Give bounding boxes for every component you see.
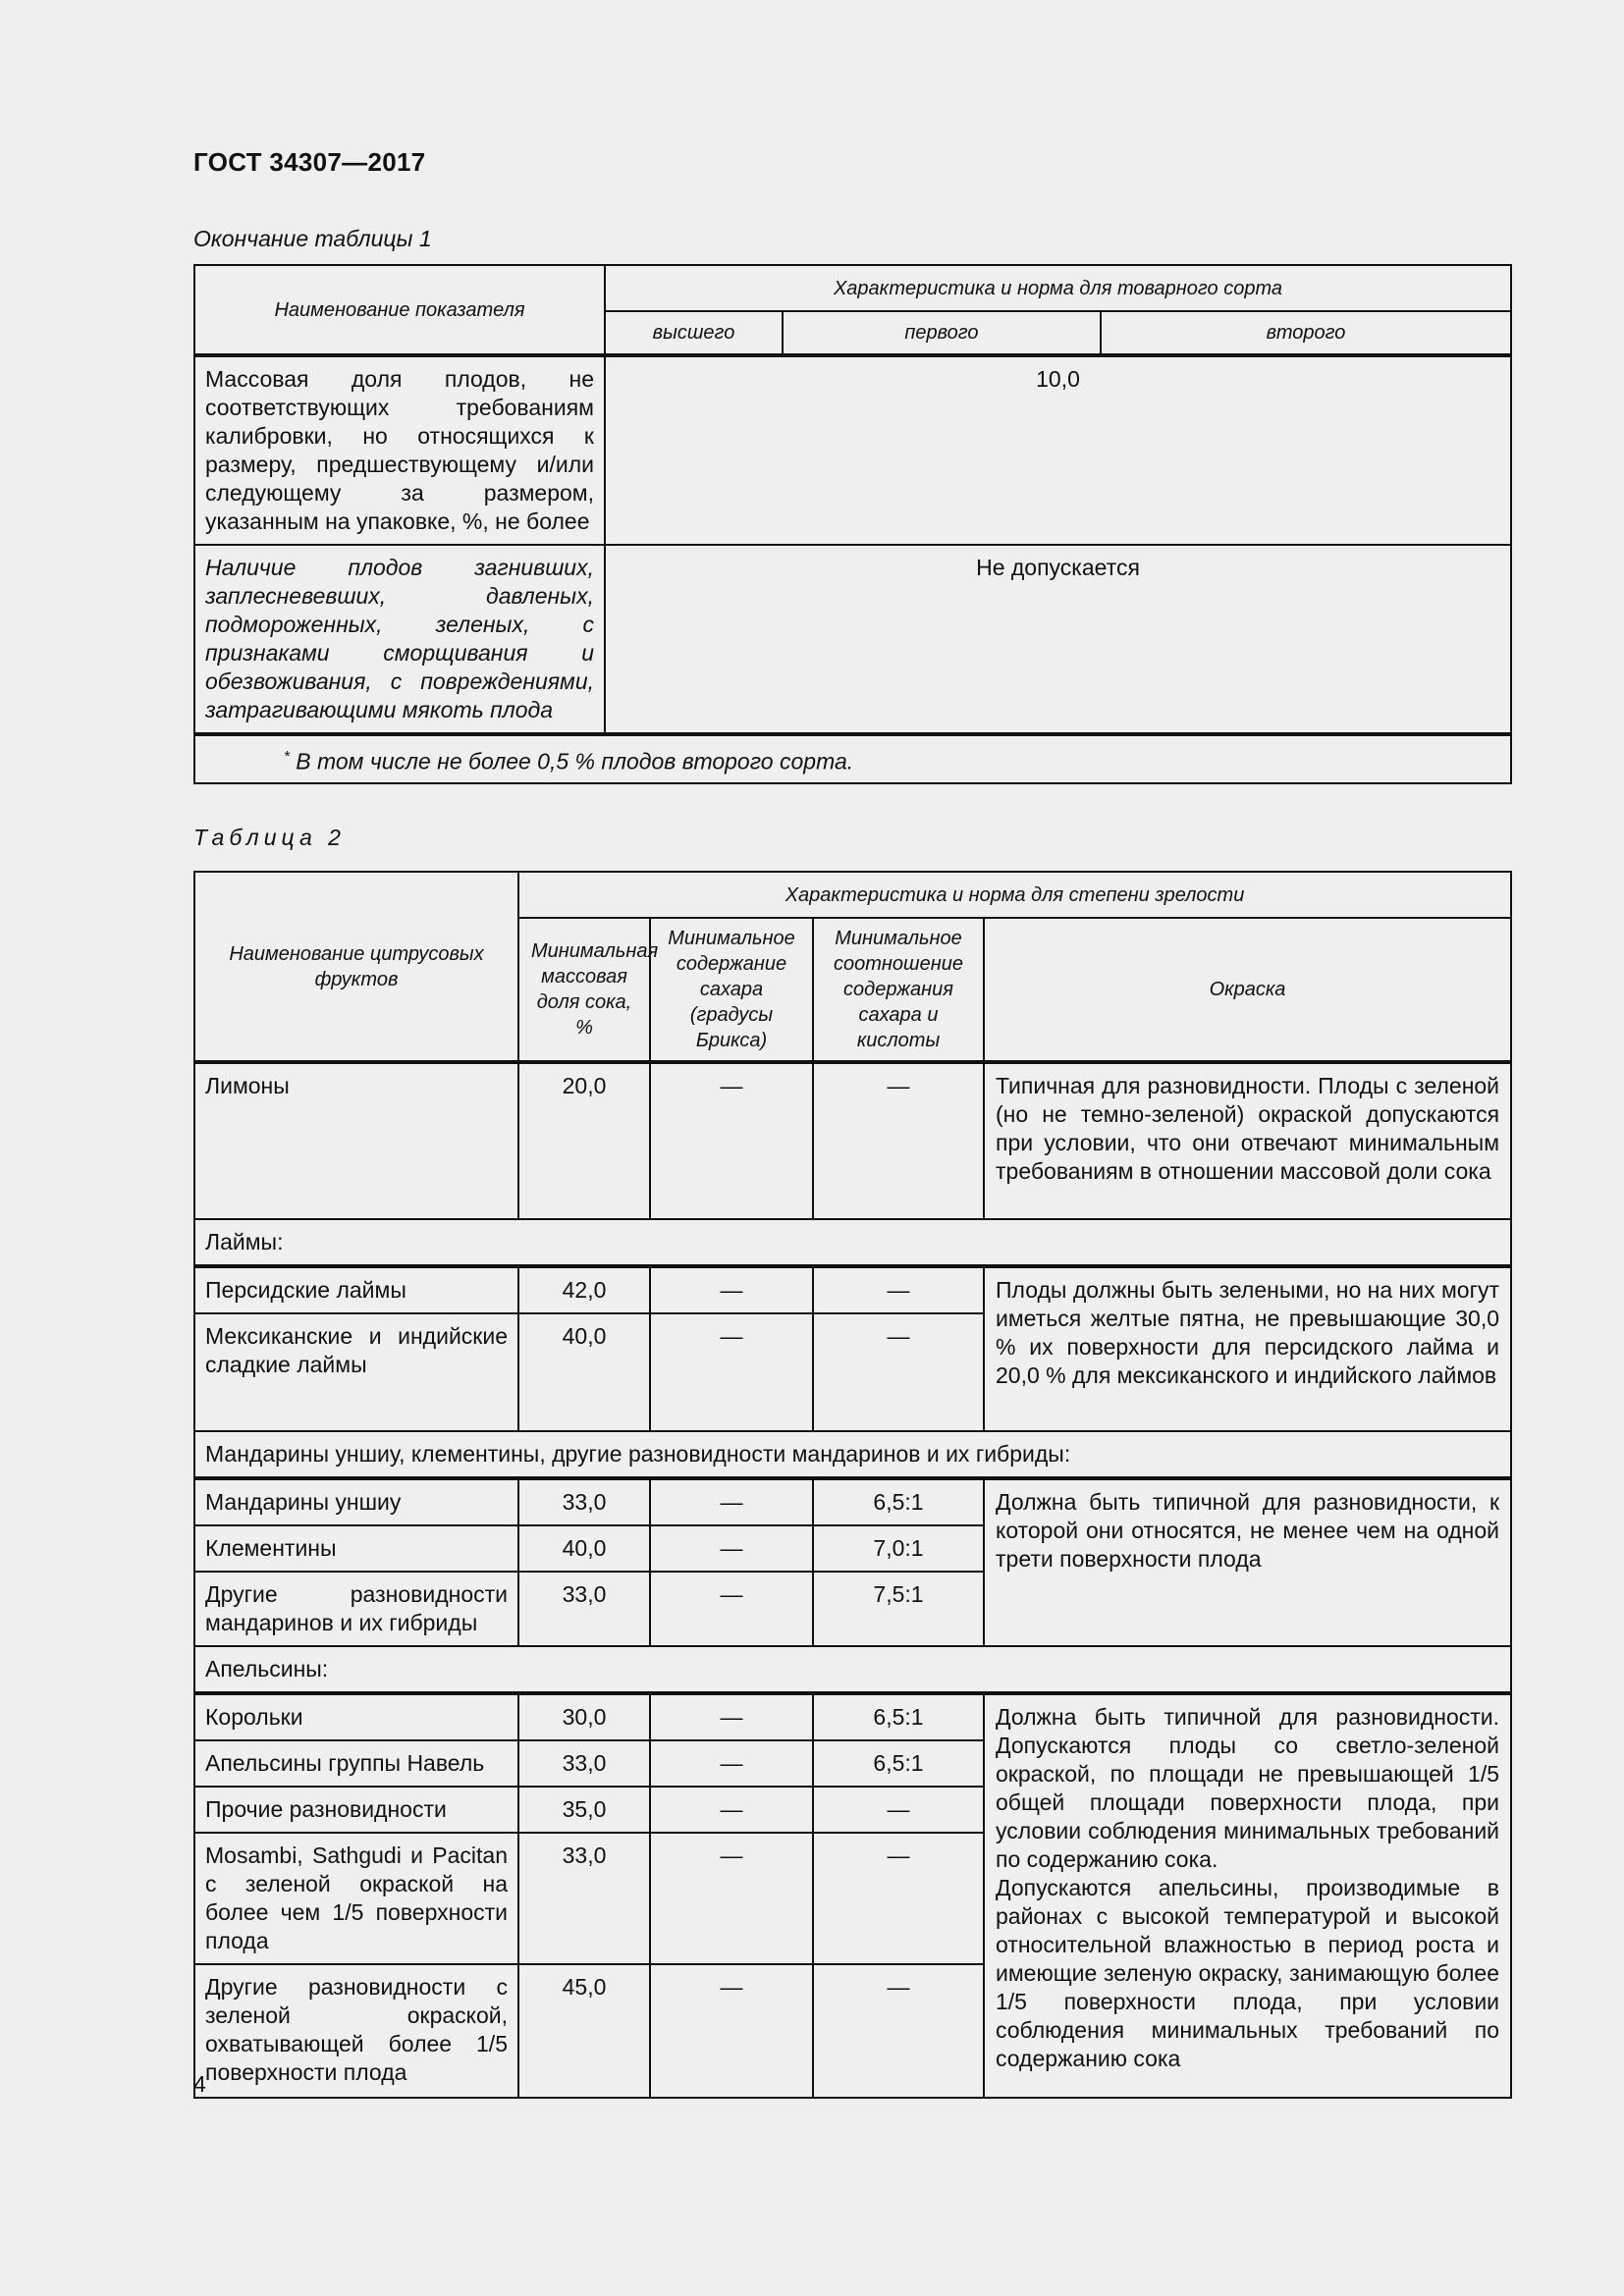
orange-other-sugar: — (650, 1787, 813, 1833)
orange-mosambi-ratio: — (813, 1833, 984, 1964)
lime-mexican-sugar: — (650, 1313, 813, 1431)
oranges-color-para-2: Допускаются апельсины, производимые в районах с высокой температурой и высокой относительной влажностью в период роста и имеющие зеленую окраску, занимающую более 1/5 поверхности плода, при условии соблюдения минимальных требований по содержанию сока (996, 1875, 1500, 2071)
page-number: 4 (193, 2071, 206, 2097)
t1-head-col-1: высшего (605, 311, 783, 355)
mandarin-unshiu-sugar: — (650, 1478, 813, 1525)
lime-persian-sugar: — (650, 1266, 813, 1313)
orange-mosambi-juice: 33,0 (518, 1833, 650, 1964)
t2-head-sugar: Минимальное содержание сахара (градусы Брикса) (650, 918, 813, 1062)
orange-green-other-ratio: — (813, 1964, 984, 2098)
orange-korolki-name: Корольки (194, 1693, 518, 1740)
t1-row2-value: Не допускается (605, 545, 1511, 734)
t2-head-color: Окраска (984, 918, 1511, 1062)
oranges-group-label: Апельсины: (194, 1646, 1511, 1693)
table-2 (193, 871, 1512, 2099)
clementine-juice: 40,0 (518, 1525, 650, 1572)
orange-mosambi-name: Mosambi, Sathgudi и Pacitan с зеленой окраской на более чем 1/5 поверхности плода (194, 1833, 518, 1964)
t1-footnote (194, 734, 1511, 783)
mandarin-other-ratio: 7,5:1 (813, 1572, 984, 1646)
lime-persian-juice: 42,0 (518, 1266, 650, 1313)
orange-navel-sugar: — (650, 1740, 813, 1787)
mandarins-color: Должна быть типичной для разновидности, к которой они относятся, не менее чем на одной трети поверхности плода (984, 1478, 1511, 1646)
t1-row1-name: Массовая доля плодов, не соответствующих требованиям калибровки, но относящихся к размеру, предшествующему и/или следующему за размером, указанным на упаковке, %, не более (194, 355, 605, 545)
lemons-name: Лимоны (194, 1062, 518, 1219)
orange-other-juice: 35,0 (518, 1787, 650, 1833)
lime-persian-name: Персидские лаймы (194, 1266, 518, 1313)
orange-green-other-sugar: — (650, 1964, 813, 2098)
t1-head-col-2: первого (783, 311, 1101, 355)
orange-other-ratio: — (813, 1787, 984, 1833)
t2-head-ratio: Минимальное соотношение содержания сахара и кислоты (813, 918, 984, 1062)
lemons-sugar: — (650, 1062, 813, 1219)
oranges-color-para-1: Должна быть типичной для разновидности. Допускаются плоды со светло-зеленой окраской, по площади не превышающей 1/5 общей площади поверхности плода, при условии соблюдения минимальных требований по содержанию сока. (996, 1704, 1500, 1872)
footnote-text: В том числе не более 0,5 % плодов второго сорта. (296, 748, 854, 774)
footnote-mark: * (284, 748, 290, 765)
orange-green-other-juice: 45,0 (518, 1964, 650, 2098)
orange-navel-ratio: 6,5:1 (813, 1740, 984, 1787)
clementine-sugar: — (650, 1525, 813, 1572)
t2-head-name: Наименование цитрусовых фруктов (194, 872, 518, 1062)
table-1 (193, 264, 1512, 784)
lime-mexican-name: Мексиканские и индийские сладкие лаймы (194, 1313, 518, 1431)
lime-mexican-juice: 40,0 (518, 1313, 650, 1431)
orange-green-other-name: Другие разновидности с зеленой окраской, охватывающей более 1/5 поверхности плода (194, 1964, 518, 2098)
orange-navel-juice: 33,0 (518, 1740, 650, 1787)
lime-mexican-ratio: — (813, 1313, 984, 1431)
table1-caption: Окончание таблицы 1 (193, 226, 432, 251)
t1-head-col-3: второго (1101, 311, 1511, 355)
mandarins-group-label: Мандарины уншиу, клементины, другие разновидности мандаринов и их гибриды: (194, 1431, 1511, 1478)
orange-korolki-juice: 30,0 (518, 1693, 650, 1740)
lime-persian-ratio: — (813, 1266, 984, 1313)
table2-caption: Таблица 2 (193, 825, 346, 850)
orange-mosambi-sugar: — (650, 1833, 813, 1964)
orange-navel-name: Апельсины группы Навель (194, 1740, 518, 1787)
clementine-ratio: 7,0:1 (813, 1525, 984, 1572)
document-id: ГОСТ 34307—2017 (193, 147, 426, 177)
limes-color: Плоды должны быть зелеными, но на них могут иметься желтые пятна, не превышающие 30,0 % их поверхности для персидского лайма и 20,0 % для мексиканского и индийского лаймов (984, 1266, 1511, 1431)
orange-other-name: Прочие разновидности (194, 1787, 518, 1833)
lemons-color: Типичная для разновидности. Плоды с зеленой (но не темно-зеленой) окраской допускаются при условии, что они отвечают минимальным требованиям в отношении массовой доли сока (984, 1062, 1511, 1219)
mandarin-unshiu-ratio: 6,5:1 (813, 1478, 984, 1525)
oranges-color (984, 1693, 1511, 2098)
t2-head-juice: Минимальная массовая доля сока, % (518, 918, 650, 1062)
lemons-ratio: — (813, 1062, 984, 1219)
mandarin-unshiu-juice: 33,0 (518, 1478, 650, 1525)
mandarin-unshiu-name: Мандарины уншиу (194, 1478, 518, 1525)
clementine-name: Клементины (194, 1525, 518, 1572)
mandarin-other-juice: 33,0 (518, 1572, 650, 1646)
orange-korolki-sugar: — (650, 1693, 813, 1740)
t1-head-group: Характеристика и норма для товарного сорта (605, 265, 1511, 311)
mandarin-other-sugar: — (650, 1572, 813, 1646)
t2-head-group: Характеристика и норма для степени зрелости (518, 872, 1511, 918)
mandarin-other-name: Другие разновидности мандаринов и их гибриды (194, 1572, 518, 1646)
t1-row2-name: Наличие плодов загнивших, заплесневевших, давленых, подмороженных, зеленых, с признаками сморщивания и обезвоживания, с повреждениями, затрагивающими мякоть плода (194, 545, 605, 734)
t1-row1-value: 10,0 (605, 355, 1511, 545)
limes-group-label: Лаймы: (194, 1219, 1511, 1266)
lemons-juice: 20,0 (518, 1062, 650, 1219)
t1-head-name: Наименование показателя (194, 265, 605, 355)
orange-korolki-ratio: 6,5:1 (813, 1693, 984, 1740)
